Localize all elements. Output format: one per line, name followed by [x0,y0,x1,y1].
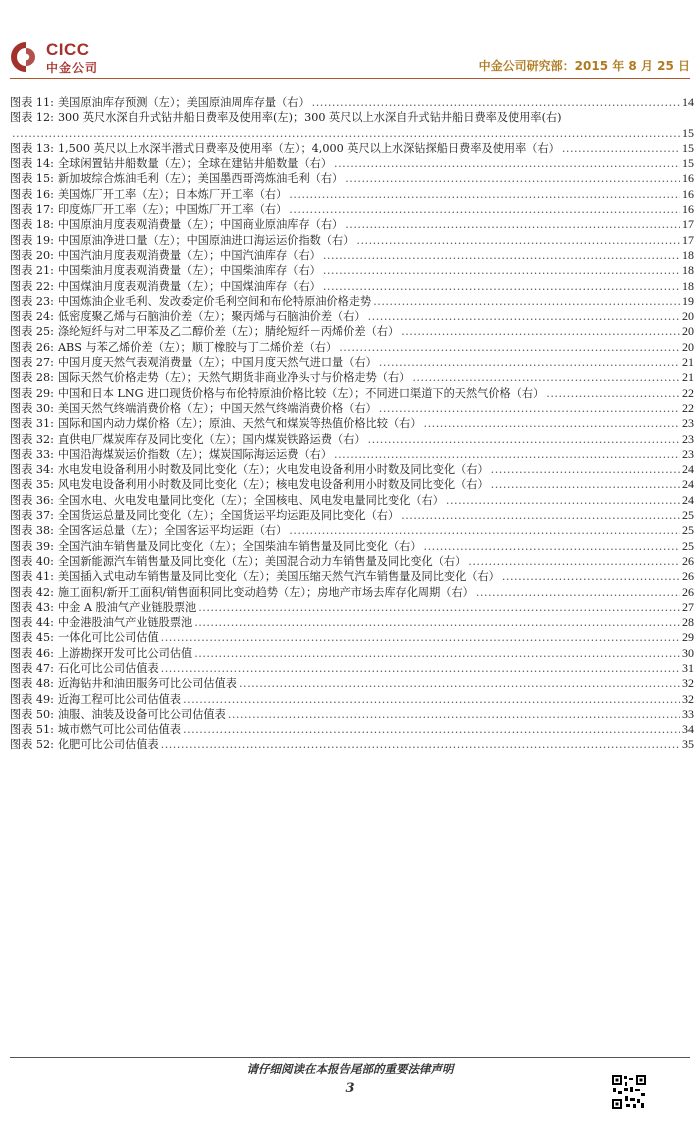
toc-leader [502,569,680,584]
toc-leader [228,707,680,722]
toc-leader [356,233,680,248]
toc-label: 图表 52: [10,738,54,752]
toc-leader [289,202,680,217]
toc-title: 低密度聚乙烯与石脑油价差（左）；聚丙烯与石脑油价差（右） [57,310,366,324]
toc-entry[interactable] [10,523,694,538]
toc-page-number: 32 [682,676,694,691]
toc-leader [289,523,680,538]
toc-entry[interactable] [10,493,694,508]
toc-page-number: 15 [682,125,694,140]
toc-title: 中金 A 股油气产业链股票池 [57,600,197,614]
toc-page-number: 33 [682,706,694,721]
toc-label: 图表 33: [10,447,54,461]
toc-title: 300 英尺水深自升式钻井船日费率及使用率(左)；300 英尺以上水深自升式钻井船日费率及使用率(右) [57,111,562,125]
toc-entry[interactable] [10,141,694,156]
toc-label: 图表 36: [10,493,54,507]
toc-page-number: 14 [682,95,694,109]
toc-page-number: 23 [682,416,694,431]
toc-leader [334,156,680,171]
toc-entry[interactable] [10,554,694,569]
toc-leader [339,340,680,355]
toc-page-number: 28 [682,615,694,630]
toc-leader [491,462,680,477]
toc-label: 图表 48: [10,677,54,691]
toc-label: 图表 38: [10,524,54,538]
toc-page-number: 18 [682,278,694,293]
toc-entry[interactable] [10,156,694,171]
toc-entry[interactable] [10,171,694,186]
toc-leader [468,554,680,569]
toc-title: 美国原油库存预测（左）；美国原油周库存量（右） [57,96,310,109]
toc-title: 中国汽油月度表观消费量（左）；中国汽油库存（右） [57,248,321,262]
toc-title: 石化可比公司估值表 [57,661,159,675]
toc-label: 图表 27: [10,356,54,370]
toc-entry[interactable] [10,355,694,370]
toc-title: 全国汽油车销售量及同比变化（左）；全国柴油车销售量及同比变化（右） [57,539,422,553]
toc-entry[interactable] [10,187,694,202]
toc-entry[interactable] [10,416,694,431]
toc-page-number: 29 [682,630,694,645]
toc-label: 图表 14: [10,157,54,171]
toc-label: 图表 26: [10,340,54,354]
toc-page-number: 21 [682,355,694,370]
toc-title: 风电发电设备利用小时数及同比变化（左）；核电发电设备利用小时数及同比变化（右） [57,478,489,492]
toc-page-number: 17 [682,217,694,232]
toc-page-number: 31 [682,660,694,675]
toc-leader [368,309,680,324]
logo-text-en: CICC [46,40,90,59]
toc-page-number: 16 [682,186,694,201]
toc-title: 美国炼厂开工率（左）；日本炼厂开工率（右） [57,187,288,201]
toc-page-number: 18 [682,263,694,278]
toc-page-number: 20 [682,339,694,354]
toc-page-number: 22 [682,385,694,400]
toc-label: 图表 24: [10,310,54,324]
toc-label: 图表 42: [10,585,54,599]
toc-leader [183,692,680,707]
toc-label: 图表 19: [10,233,54,247]
toc-leader [161,661,680,676]
toc-page-number: 23 [682,431,694,446]
table-of-figures [10,95,694,753]
toc-title: 中国和日本 LNG 进口现货价格与布伦特原油价格比较（左）；不同进口渠道下的天然气价格（右） [57,386,545,400]
toc-title: 中国月度天然气表观消费量（左）；中国月度天然气进口量（右） [57,356,377,370]
toc-title: 施工面积/新开工面积/销售面积同比变动趋势（左）；房地产市场去库存化周期（右） [57,585,474,599]
toc-page-number: 24 [682,477,694,492]
toc-entry[interactable] [10,217,694,232]
toc-label: 图表 25: [10,325,54,339]
toc-leader [334,447,680,462]
toc-label: 图表 15: [10,172,54,186]
toc-label: 图表 32: [10,432,54,446]
toc-leader [161,737,680,752]
toc-leader [368,432,680,447]
toc-label: 图表 39: [10,539,54,553]
toc-label: 图表 22: [10,279,54,293]
toc-page-number: 15 [682,140,694,155]
toc-entry[interactable] [10,615,694,630]
toc-label: 图表 11: [10,96,54,109]
toc-entry[interactable] [10,737,694,752]
toc-entry[interactable] [10,508,694,523]
toc-label: 图表 46: [10,646,54,660]
toc-entry[interactable] [10,646,694,661]
toc-label: 图表 44: [10,616,54,630]
toc-title: 中国炼油企业毛利、发改委定价毛利空间和布伦特原油价格走势 [57,294,372,308]
toc-title: 印度炼厂开工率（左）；中国炼厂开工率（右） [57,203,288,217]
toc-page-number: 32 [682,691,694,706]
toc-entry[interactable] [10,707,694,722]
toc-entry[interactable] [10,722,694,737]
toc-page-number: 22 [682,400,694,415]
qr-code-icon [611,1074,647,1110]
toc-page-number: 18 [682,247,694,262]
toc-entry[interactable] [10,294,694,309]
toc-leader [323,248,680,263]
toc-page-number: 25 [682,508,694,523]
toc-entry[interactable] [10,202,694,217]
toc-entry[interactable] [10,279,694,294]
toc-title: 全国客运总量（左）；全国客运平均运距（右） [57,524,288,538]
toc-title: 近海工程可比公司估值表 [57,692,182,706]
toc-leader [194,646,680,661]
toc-page-number: 24 [682,492,694,507]
toc-leader [198,600,680,615]
toc-label: 图表 49: [10,692,54,706]
toc-title: 美国插入式电动车销售量及同比变化（左）；美国压缩天然气汽车销售量及同比变化（右） [57,570,500,584]
toc-title: 美国天然气终端消费价格（左）；中国天然气终端消费价格（右） [57,401,377,415]
toc-label: 图表 13: [10,141,54,155]
toc-label: 图表 29: [10,386,54,400]
footer-divider [10,1057,690,1058]
toc-leader [446,493,680,508]
toc-title: 国际天然气价格走势（左）；天然气期货非商业净头寸与价格走势（右） [57,371,411,385]
toc-leader [239,676,680,691]
toc-page-number: 21 [682,370,694,385]
toc-leader [312,95,680,110]
toc-title: 新加坡综合炼油毛利（左）；美国墨西哥湾炼油毛利（右） [57,172,344,186]
toc-entry[interactable] [10,569,694,584]
toc-label: 图表 18: [10,218,54,232]
toc-entry[interactable] [10,600,694,615]
toc-entry[interactable] [10,263,694,278]
page-header [0,0,700,90]
toc-page-number: 26 [682,584,694,599]
toc-title: 中国沿海煤炭运价指数（左）；煤炭国际海运运费（右） [57,447,333,461]
toc-page-number: 16 [682,202,694,217]
toc-entry[interactable] [10,676,694,691]
toc-title: 中国原油月度表观消费量（左）；中国商业原油库存（右） [57,218,344,232]
toc-label: 图表 51: [10,723,54,737]
toc-leader [379,355,680,370]
toc-title: 中国柴油月度表观消费量（左）；中国柴油库存（右） [57,264,321,278]
toc-page-number: 16 [682,171,694,186]
toc-entry[interactable] [10,309,694,324]
toc-label: 图表 35: [10,478,54,492]
toc-page-number: 25 [682,523,694,538]
toc-leader [183,722,680,737]
toc-leader [12,126,680,141]
toc-page-number: 27 [682,599,694,614]
toc-entry[interactable] [10,539,694,554]
toc-leader [323,279,680,294]
toc-page-number: 23 [682,446,694,461]
toc-leader [345,217,680,232]
toc-label: 图表 16: [10,187,54,201]
toc-label: 图表 34: [10,463,54,477]
toc-title: 直供电厂煤炭库存及同比变化（左）；国内煤炭铁路运费（右） [57,432,366,446]
toc-page-number: 17 [682,232,694,247]
toc-entry[interactable] [10,233,694,248]
toc-page-number: 20 [682,324,694,339]
toc-label: 图表 40: [10,554,54,568]
toc-entry[interactable] [10,370,694,385]
toc-label: 图表 17: [10,203,54,217]
toc-label: 图表 50: [10,707,54,721]
toc-label: 图表 30: [10,401,54,415]
toc-leader [412,370,680,385]
toc-label: 图表 21: [10,264,54,278]
toc-label: 图表 41: [10,570,54,584]
toc-title: 一体化可比公司估值 [57,631,159,645]
toc-page-number: 24 [682,462,694,477]
toc-leader [401,324,680,339]
toc-title: 涤纶短纤与对二甲苯及乙二醇价差（左）；腈纶短纤－丙烯价差（右） [57,325,400,339]
toc-leader [345,171,680,186]
toc-title: 化肥可比公司估值表 [57,738,159,752]
toc-title: 中金港股油气产业链股票池 [57,616,193,630]
toc-page-number: 26 [682,569,694,584]
page-number: 3 [345,1081,355,1096]
toc-page-number: 35 [682,737,694,752]
toc-title: 全国水电、火电发电量同比变化（左）；全国核电、风电发电量同比变化（右） [57,493,444,507]
toc-leader [491,477,680,492]
toc-title: 国际和国内动力煤价格（左）；原油、天然气和煤炭等热值价格比较（右） [57,417,422,431]
toc-entry[interactable] [10,692,694,707]
toc-entry[interactable] [10,386,694,401]
toc-entry[interactable] [10,110,694,141]
org-and-date: 中金公司研究部：2015 年 8 月 25 日 [478,59,690,73]
toc-entry[interactable] [10,248,694,263]
toc-title: 城市燃气可比公司估值表 [57,723,182,737]
toc-label: 图表 31: [10,417,54,431]
toc-leader [424,416,680,431]
toc-entry[interactable] [10,324,694,339]
toc-page-number: 26 [682,553,694,568]
toc-leader [424,539,680,554]
toc-label: 图表 43: [10,600,54,614]
toc-label: 图表 12: [10,111,54,125]
toc-leader [161,630,680,645]
toc-entry[interactable] [10,95,694,110]
logo-text-cn: 中金公司 [46,61,99,75]
toc-entry[interactable] [10,477,694,492]
toc-title: 全国新能源汽车销售量及同比变化（左）；美国混合动力车销售量及同比变化（右） [57,554,467,568]
toc-entry[interactable] [10,447,694,462]
toc-entry[interactable] [10,401,694,416]
legal-notice: 请仔细阅读在本报告尾部的重要法律声明 [246,1062,454,1076]
toc-title: 上游勘探开发可比公司估值 [57,646,193,660]
toc-entry[interactable] [10,661,694,676]
toc-leader [546,386,680,401]
toc-label: 图表 28: [10,371,54,385]
cicc-logo-icon [10,40,42,74]
toc-page-number: 15 [682,156,694,171]
toc-page-number: 30 [682,645,694,660]
toc-leader [289,187,680,202]
toc-title: 油服、油装及设备可比公司估值表 [57,707,226,721]
toc-label: 图表 37: [10,509,54,523]
toc-leader [323,263,680,278]
header-divider [10,78,690,79]
toc-entry[interactable] [10,585,694,600]
toc-title: 全球闲置钻井船数量（左）；全球在建钻井船数量（右） [57,157,333,171]
toc-page-number: 19 [682,293,694,308]
toc-title: 中国煤油月度表观消费量（左）；中国煤油库存（右） [57,279,321,293]
toc-title: 1,500 英尺以上水深半潜式日费率及使用率（左）；4,000 英尺以上水深钻探船日费率及使用率（右） [57,141,560,155]
toc-leader [373,294,680,309]
toc-entry[interactable] [10,340,694,355]
toc-entry[interactable] [10,432,694,447]
toc-leader [379,401,680,416]
toc-leader [562,141,680,156]
toc-title: 近海钻井和油田服务可比公司估值表 [57,677,237,691]
toc-page-number: 34 [682,722,694,737]
toc-page-number: 25 [682,538,694,553]
toc-page-number: 20 [682,309,694,324]
toc-leader [476,585,680,600]
toc-label: 图表 47: [10,661,54,675]
toc-label: 图表 23: [10,294,54,308]
toc-entry[interactable] [10,630,694,645]
toc-label: 图表 20: [10,248,54,262]
toc-title: 中国原油净进口量（左）；中国原油进口海运运价指数（右） [57,233,355,247]
toc-entry[interactable] [10,462,694,477]
toc-leader [194,615,680,630]
toc-title: 水电发电设备利用小时数及同比变化（左）；火电发电设备利用小时数及同比变化（右） [57,463,489,477]
toc-label: 图表 45: [10,631,54,645]
toc-title: 全国货运总量及同比变化（左）；全国货运平均运距及同比变化（右） [57,509,400,523]
toc-leader [401,508,680,523]
toc-title: ABS 与苯乙烯价差（左）；顺丁橡胶与丁二烯价差（右） [57,340,338,354]
